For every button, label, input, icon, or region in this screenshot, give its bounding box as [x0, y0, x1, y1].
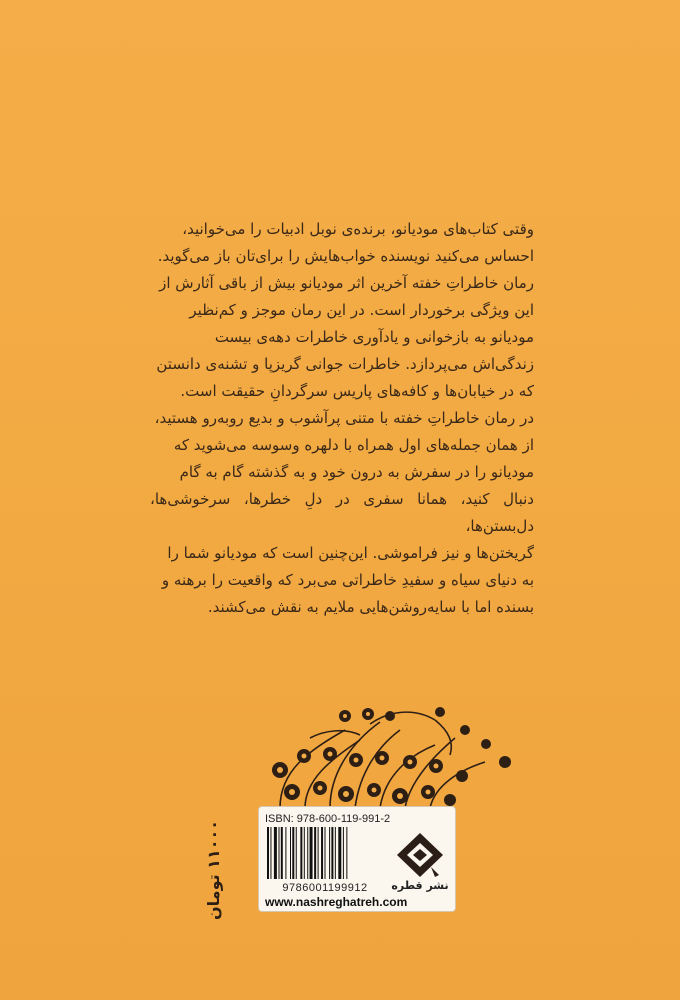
blurb-line: رمان خاطراتِ خفته آخرین اثر مودیانو بیش از باقی آثارش از [159, 274, 534, 292]
blurb-line: دنبال کنید، همانا سفری در دلِ خطرها، سرخوشی‌ها، دل‌بستن‌ها، [150, 490, 534, 535]
blurb-line: این ویژگی برخوردار است. در این رمان موجز و کم‌نظیر [189, 301, 534, 319]
blurb-line: در رمان خاطراتِ خفته با متنی پرآشوب و بدیع روبه‌رو هستید، [154, 409, 534, 427]
blurb-line: وقتی کتاب‌های مودیانو، برنده‌ی نوبل ادبیات را می‌خوانید، [182, 220, 534, 238]
blurb-line: بسنده اما با سایه‌روشن‌هایی ملایم به نقش می‌کشند. [207, 598, 534, 616]
price-label: ۱۱۰۰۰ تومان [204, 820, 223, 921]
blurb-line: که در خیابان‌ها و کافه‌های پاریس سرگردانِ حقیقت است. [180, 382, 534, 400]
blurb-line: مودیانو را در سفرش به درون خود و به گذشته گام به گام [179, 463, 534, 481]
isbn-text: ISBN: 978-600-119-991-2 [265, 813, 391, 825]
blurb-line: مودیانو به بازخوانی و یادآوری خاطرات دهه‌ی بیست [214, 328, 534, 346]
blurb-line: زندگی‌اش می‌پردازد. خاطرات جوانی گریزپا و تشنه‌ی دانستن [156, 355, 534, 373]
blurb-text [150, 216, 534, 621]
barcode-number: 9786001199912 [282, 882, 368, 894]
blurb-line: به دنیای سیاه و سفیدِ خاطراتی می‌برد که واقعیت را برهنه و [161, 571, 534, 589]
barcode-icon [265, 827, 385, 883]
publisher-name: نشر قطره [391, 879, 449, 892]
blurb-line: گریختن‌ها و نیز فراموشی. این‌چنین است که مودیانو شما را [167, 544, 534, 562]
barcode-panel [258, 806, 456, 912]
blurb-line: از همان جمله‌های اول همراه با دلهره وسوسه می‌شوید که [173, 436, 534, 454]
blurb-line: احساس می‌کنید نویسنده خواب‌هایش را برای‌تان باز می‌گوید. [157, 247, 534, 265]
publisher-website: www.nashreghatreh.com [265, 895, 408, 909]
floral-ornament-icon [250, 700, 530, 820]
